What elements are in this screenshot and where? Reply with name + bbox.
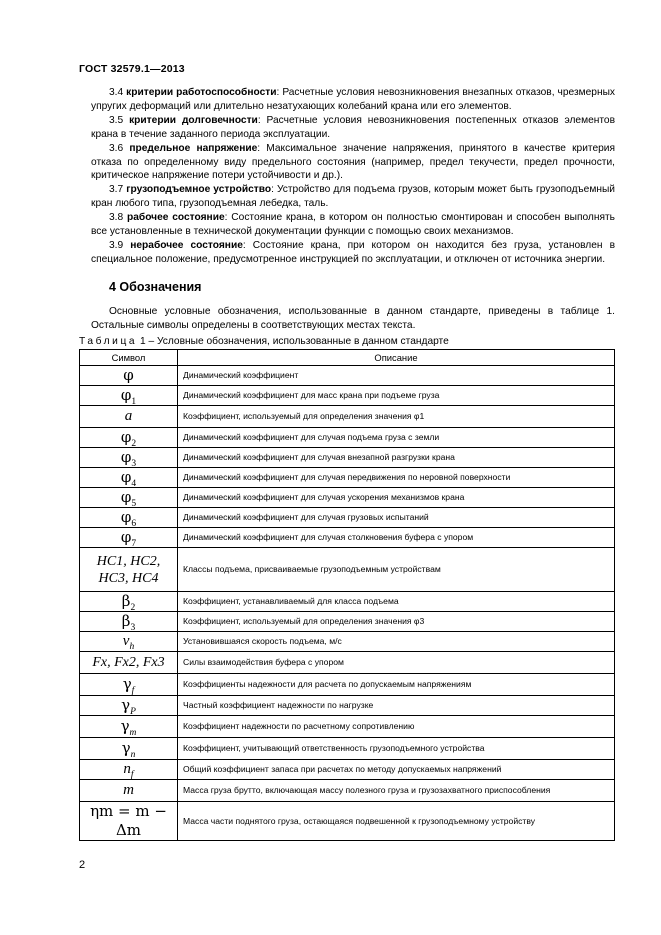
symbol-text: a xyxy=(124,408,133,424)
symbol-text: γ xyxy=(122,675,132,693)
symbol-text: Fx, Fx2, Fx3 xyxy=(92,655,165,670)
definition-3-7: 3.7 грузоподъемное устройство: Устройство для подъема грузов, которым может быть грузоподъемный кран любого типа, грузоподъемная лебедка, таль. xyxy=(91,184,615,210)
symbol-cell xyxy=(80,612,178,632)
description-cell: Общий коэффициент запаса при расчетах по методу допускаемых напряжений xyxy=(178,760,615,780)
symbol-subscript: 5 xyxy=(131,499,137,509)
symbol-cell xyxy=(80,548,178,592)
symbol-cell xyxy=(80,448,178,468)
symbol-cell xyxy=(80,674,178,696)
table-row xyxy=(80,468,615,488)
table-row xyxy=(80,738,615,760)
symbol-subscript: n xyxy=(130,750,136,760)
table-row xyxy=(80,488,615,508)
table-row xyxy=(80,652,615,674)
description-cell: Классы подъема, присваиваемые грузоподъемным устройствам xyxy=(178,548,615,592)
description-cell: Масса части поднятого груза, остающаяся подвешенной к грузоподъемному устройству xyxy=(178,802,615,841)
table-row xyxy=(80,448,615,468)
description-cell: Силы взаимодействия буфера с упором xyxy=(178,652,615,674)
table-row xyxy=(80,802,615,841)
document-header: ГОСТ 32579.1—2013 xyxy=(79,63,185,75)
symbol-text: φ xyxy=(120,428,132,446)
table-row xyxy=(80,780,615,802)
table-row xyxy=(80,632,615,652)
symbol-text: β xyxy=(121,592,131,610)
symbol-subscript: 2 xyxy=(131,439,137,449)
symbol-text: φ xyxy=(123,366,134,384)
symbol-cell xyxy=(80,406,178,428)
symbol-subscript: h xyxy=(129,642,135,652)
definition-3-9: 3.9 нерабочее состояние: Состояние крана, при котором он находится без груза, установлен в специальное положение, предусмотренное инструкцией по эксплуатации, и отключен от источника энергии. xyxy=(91,239,616,265)
description-cell: Коэффициент, используемый для определения значения φ3 xyxy=(178,612,615,632)
symbol-text: φ xyxy=(120,468,132,486)
symbols-table xyxy=(79,349,615,841)
description-cell: Динамический коэффициент для случая внезапной разгрузки крана xyxy=(178,448,615,468)
table-row xyxy=(80,508,615,528)
symbol-subscript: 3 xyxy=(130,623,136,633)
symbol-text: φ xyxy=(120,528,132,546)
symbol-cell xyxy=(80,428,178,448)
definitions-block xyxy=(91,86,615,267)
definition-3-6: 3.6 предельное напряжение: Максимальное значение напряжения, принятого в качестве критерия отказа по определенному виду предельного состояния (например, предел текучести, предел прочности, критическое напряжение потери устойчивости и др.). xyxy=(91,142,615,182)
symbol-text: φ xyxy=(120,488,132,506)
symbol-cell xyxy=(80,528,178,548)
description-cell: Коэффициент надежности по расчетному сопротивлению xyxy=(178,716,615,738)
page-number: 2 xyxy=(79,859,86,871)
symbol-cell xyxy=(80,652,178,674)
symbol-cell xyxy=(80,738,178,760)
table-row xyxy=(80,760,615,780)
symbol-cell xyxy=(80,696,178,716)
table-row xyxy=(80,592,615,612)
symbol-text: v xyxy=(122,633,130,649)
symbol-text: φ xyxy=(120,508,132,526)
symbol-text: γ xyxy=(121,739,131,757)
description-cell: Коэффициент, учитывающий ответственность грузоподъемного устройства xyxy=(178,738,615,760)
table-row xyxy=(80,406,615,428)
description-cell: Динамический коэффициент для случая передвижения по неровной поверхности xyxy=(178,468,615,488)
table-row xyxy=(80,716,615,738)
symbol-cell xyxy=(80,760,178,780)
symbol-subscript: m xyxy=(129,728,137,738)
column-header-description: Описание xyxy=(178,350,615,366)
symbol-text: n xyxy=(123,761,131,777)
description-cell: Установившаяся скорость подъема, м/с xyxy=(178,632,615,652)
symbol-cell xyxy=(80,802,178,841)
table-row xyxy=(80,366,615,386)
symbol-subscript: 6 xyxy=(131,519,137,529)
description-cell: Динамический коэффициент для случая грузовых испытаний xyxy=(178,508,615,528)
table-row xyxy=(80,612,615,632)
table-header-row xyxy=(80,350,615,366)
definition-3-5: 3.5 критерии долговечности: Расчетные условия невозникновения постепенных отказов элементов крана в течение заданного периода эксплуатации. xyxy=(91,114,615,140)
definition-3-8: 3.8 рабочее состояние: Состояние крана, в котором он полностью смонтирован и способен выполнять все установленные в технической документации функции с помощью своих механизмов. xyxy=(91,212,615,238)
symbol-text: m xyxy=(123,782,134,798)
symbol-subscript: 7 xyxy=(131,539,137,549)
description-cell: Частный коэффициент надежности по нагрузке xyxy=(178,696,615,716)
description-cell: Коэффициент, используемый для определения значения φ1 xyxy=(178,406,615,428)
symbol-text: β xyxy=(121,612,131,630)
symbol-subscript: 3 xyxy=(131,459,137,469)
symbol-text: φ xyxy=(120,386,132,404)
symbol-cell xyxy=(80,386,178,406)
symbol-text: γ xyxy=(121,696,131,714)
symbol-text: φ xyxy=(120,448,132,466)
symbol-cell xyxy=(80,780,178,802)
table-row xyxy=(80,548,615,592)
description-cell: Динамический коэффициент для масс крана при подъеме груза xyxy=(178,386,615,406)
symbol-subscript: f xyxy=(131,686,135,696)
table-row xyxy=(80,696,615,716)
section-intro: Основные условные обозначения, использованные в данном стандарте, приведены в таблице 1. Остальные символы определены в соответствующих местах текста. xyxy=(91,306,615,331)
table-caption: Таблица 1 – Условные обозначения, использованные в данном стандарте xyxy=(79,336,449,347)
table-row xyxy=(80,528,615,548)
description-cell: Коэффициенты надежности для расчета по допускаемым напряжениям xyxy=(178,674,615,696)
symbol-cell xyxy=(80,488,178,508)
table-row xyxy=(80,428,615,448)
symbol-text: ηm = m − Δm xyxy=(90,802,167,839)
symbol-cell xyxy=(80,508,178,528)
symbol-text: HC1, HC2, HC3, HC4 xyxy=(96,553,161,586)
table-row xyxy=(80,674,615,696)
description-cell: Динамический коэффициент для случая подъема груза с земли xyxy=(178,428,615,448)
symbol-subscript: 4 xyxy=(131,479,137,489)
description-cell: Динамический коэффициент для случая столкновения буфера с упором xyxy=(178,528,615,548)
symbol-subscript: 1 xyxy=(131,397,137,407)
symbol-cell xyxy=(80,468,178,488)
symbol-cell xyxy=(80,632,178,652)
definition-3-4: 3.4 критерии работоспособности: Расчетные условия невозникновения внезапных отказов, чрезмерных упругих деформаций или длительно незатухающих колебаний крана или его элементов. xyxy=(91,87,615,112)
description-cell: Динамический коэффициент для случая ускорения механизмов крана xyxy=(178,488,615,508)
description-cell: Динамический коэффициент xyxy=(178,366,615,386)
description-cell: Масса груза брутто, включающая массу полезного груза и грузозахватного приспособления xyxy=(178,780,615,802)
table-row xyxy=(80,386,615,406)
symbol-cell xyxy=(80,716,178,738)
symbol-subscript: 2 xyxy=(130,603,136,613)
symbol-subscript: f xyxy=(130,770,134,780)
symbol-cell xyxy=(80,366,178,386)
symbol-text: γ xyxy=(120,717,130,735)
description-cell: Коэффициент, устанавливаемый для класса подъема xyxy=(178,592,615,612)
symbol-cell xyxy=(80,592,178,612)
symbol-subscript: P xyxy=(130,707,136,717)
column-header-symbol: Символ xyxy=(80,350,178,366)
section-title: 4 Обозначения xyxy=(109,280,202,294)
